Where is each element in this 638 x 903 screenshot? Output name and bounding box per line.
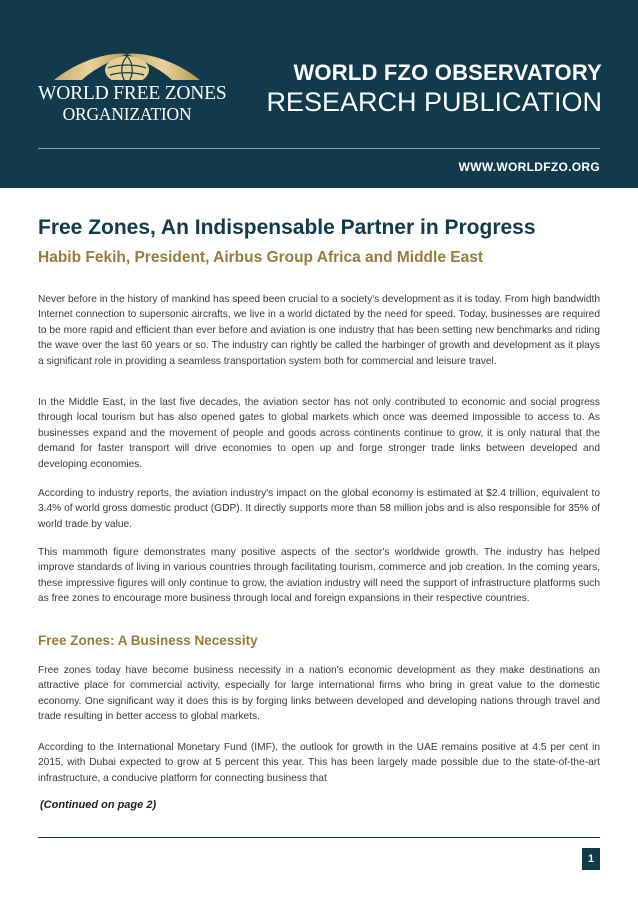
footer-divider — [38, 837, 600, 838]
publication-subtitle: RESEARCH PUBLICATION — [266, 87, 602, 117]
logo-text-line2: ORGANIZATION — [62, 104, 192, 124]
page-header — [0, 0, 638, 188]
page-number-badge: 1 — [582, 848, 600, 870]
wfzo-logo — [38, 50, 227, 124]
section-paragraph-2: According to the International Monetary Fund (IMF), the outlook for growth in the UAE remains positive at 4.5 per cent in 2015, with Dubai expected to grow at 5 percent this year. This has been largely made possible due to the state-of-the-art infrastructure, a conducive platform for connecting business that — [38, 742, 600, 784]
body-paragraph-3: According to industry reports, the aviation industry's impact on the global economy is estimated at $2.4 trillion, equivalent to 3.4% of world gross domestic product (GDP). It directly supports more than 58 million jobs and is also responsible for 35% of world trade by value. — [38, 488, 600, 530]
section-paragraph-1: Free zones today have become business necessity in a nation's economic development as they make destinations an attractive place for commercial activity, especially for large international firms who bring in great value to the domestic economy. One significant way it does this is by forging links between developed and developing nations through travel and trade resulting in better access to global markets. — [38, 665, 600, 723]
article-author: Habib Fekih, President, Airbus Group Africa and Middle East — [38, 249, 483, 266]
article-title: Free Zones, An Indispensable Partner in Progress — [38, 216, 536, 239]
body-paragraph-2: In the Middle East, in the last five decades, the aviation sector has not only contributed to economic and social progress through local tourism but has also opened gates to global markets which once was deemed impossible to access to. As businesses expand and the movement of people and goods across continents continue to grow, it is only natural that the demand for faster transport will drive economies to open up and forge stronger trade links between developed and developing economies. — [38, 397, 600, 470]
logo-text-line1: WORLD FREE ZONES — [38, 83, 227, 104]
body-paragraph-1: Never before in the history of mankind has speed been crucial to a society's development as it is today. From high bandwidth Internet connection to supersonic aircrafts, we live in a world dictated by the need for speed. Today, businesses are required to be more rapid and efficient than ever before and aviation is one industry that has been setting new benchmarks and riding the wave over the last 60 years or so. The industry can rightly be called the harbinger of growth and development as it plays a significant role in providing a seamless transportation system both for commercial and leisure travel. — [38, 294, 600, 367]
website-link[interactable]: WWW.WORLDFZO.ORG — [458, 160, 600, 174]
body-paragraph-4: This mammoth figure demonstrates many positive aspects of the sector's worldwide growth. The industry has helped improve standards of living in various countries through facilitating tourism, commerce and job creation. In the coming years, these impressive figures will only continue to grow, the aviation industry will need the support of infrastructure platforms such as free zones to encourage more business through local and foreign expansions in their respective countries. — [38, 547, 600, 605]
globe-wings-icon — [52, 50, 202, 82]
header-divider — [38, 148, 600, 149]
section-heading: Free Zones: A Business Necessity — [38, 633, 258, 648]
continued-note: (Continued on page 2) — [40, 799, 157, 811]
publication-title: WORLD FZO OBSERVATORY — [293, 60, 602, 85]
